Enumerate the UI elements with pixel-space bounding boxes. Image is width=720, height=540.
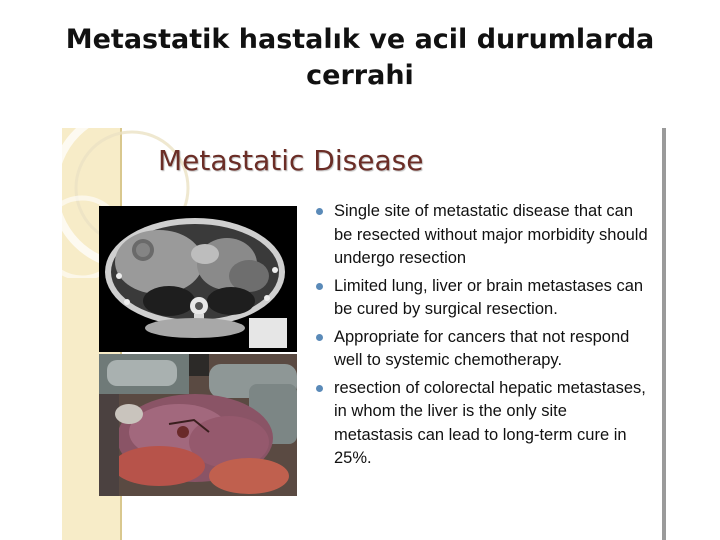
bullet-item	[310, 200, 650, 271]
ct-scan-image	[99, 206, 297, 352]
bullet-item	[310, 275, 650, 322]
bullet-item	[310, 377, 650, 471]
page-title: Metastatik hastalık ve acil durumlarda cerrahi	[65, 24, 655, 91]
bullet-text: resection of colorectal hepatic metastases, in whom the liver is the only site metastasis can lead to long-term cure in 25%.	[334, 378, 646, 467]
bullet-list	[310, 200, 650, 475]
bullet-icon	[316, 385, 323, 392]
slide-title: Metastatic Disease	[158, 144, 424, 177]
surgical-photo-image	[99, 354, 297, 496]
slide-right-border	[662, 128, 666, 540]
bullet-icon	[316, 334, 323, 341]
bullet-text: Limited lung, liver or brain metastases can be cured by surgical resection.	[334, 276, 644, 318]
slide	[62, 128, 666, 540]
bullet-icon	[316, 208, 323, 215]
bullet-text: Appropriate for cancers that not respond well to systemic chemotherapy.	[334, 327, 630, 369]
bullet-item	[310, 326, 650, 373]
bullet-text: Single site of metastatic disease that can be resected without major morbidity should undergo resection	[334, 202, 648, 267]
bullet-icon	[316, 283, 323, 290]
